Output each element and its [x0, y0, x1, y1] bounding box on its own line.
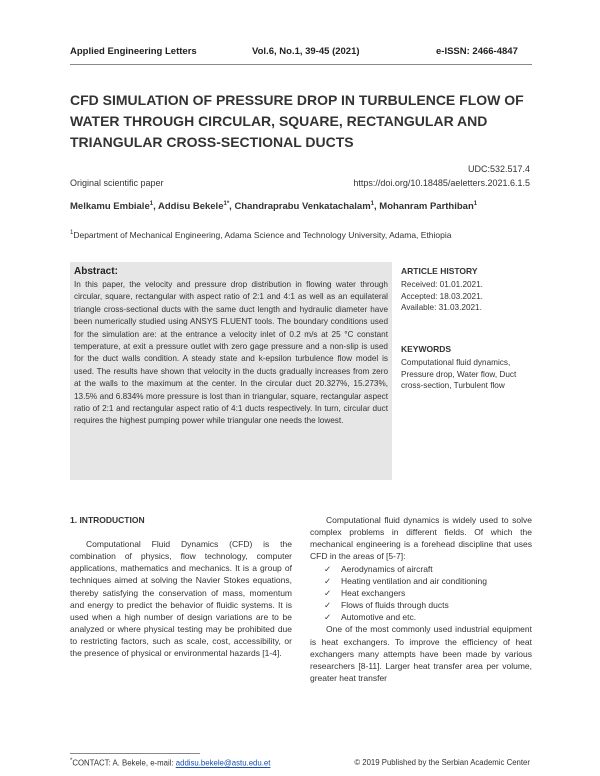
copyright: © 2019 Published by the Serbian Academic Center — [354, 758, 530, 767]
keywords-text: Computational fluid dynamics, Pressure drop, Water flow, Duct cross-section, Turbulent flow — [401, 358, 517, 391]
affiliation-text: Department of Mechanical Engineering, Adama Science and Technology University, Adama, Ethiopia — [73, 230, 452, 240]
article-history — [401, 279, 483, 314]
checkmark-icon: ✓ — [324, 612, 332, 623]
author-name: Melkamu Embiale — [70, 201, 150, 213]
abstract-heading: Abstract: — [74, 266, 118, 277]
list-item-text: Heating ventilation and air conditioning — [341, 575, 488, 586]
author-sup: 1* — [223, 201, 230, 207]
footnote-marker: * — [70, 758, 73, 764]
issn: e-ISSN: 2466-4847 — [436, 46, 518, 57]
paper-type: Original scientific paper — [70, 178, 164, 188]
footnote-divider — [70, 753, 200, 754]
cfd-application-list — [310, 563, 532, 624]
author-sep: , — [153, 201, 159, 213]
volume-info: Vol.6, No.1, 39-45 (2021) — [252, 46, 360, 57]
author-sup: 1 — [370, 201, 374, 207]
keywords-heading: KEYWORDS — [401, 344, 452, 354]
checkmark-icon: ✓ — [324, 563, 332, 574]
contact-footnote — [70, 758, 270, 768]
paper-title: CFD SIMULATION OF PRESSURE DROP IN TURBULENCE FLOW OF WATER THROUGH CIRCULAR, SQUARE, RECTANGULAR AND TRIANGULAR CROSS-SECTIONAL DUCTS — [70, 92, 524, 150]
contact-label: CONTACT: A. Bekele, e-mail: — [72, 758, 176, 768]
author-name: Chandraprabu Venkatachalam — [234, 201, 371, 213]
section-heading: 1. INTRODUCTION — [70, 515, 145, 525]
checkmark-icon: ✓ — [324, 587, 332, 598]
author-sep: , — [229, 201, 235, 213]
doi: https://doi.org/10.18485/aeletters.2021.6.1.5 — [353, 178, 530, 188]
available-date: Available: 31.03.2021. — [401, 303, 482, 313]
list-item-text: Automotive and etc. — [341, 612, 417, 623]
header-divider — [70, 64, 532, 65]
abstract-text: In this paper, the velocity and pressure drop distribution in flowing water through circular, square, rectangular with aspect ratio of 2:1 and 4:1 as well as an equilateral triangle cross-sectional ducts with the same duct length and hydraulic diameter have been numerically studied using ANSYS FLUENT tools. The boundary conditions used for the simulation are: at the entrance a velocity inlet of 0.2 m/s at 25 °C constant temperature, at exit a pressure outlet with zero gage pressure and a non-slip is used for the duct walls condition. A steady state and k-epsilon turbulence flow model is used. The results have shown that velocity in the ducts gradually increases from zero at the walls to the maximum at the center. In the circular duct 20.327%, 15.273%, 13.5% and 6.834% more pressure is lost than in triangular, square, rectangular aspect ratio of 2:1 and rectangular aspect ratio of 4:1 ducts respectively. In turn, circular duct requires the highest pumping power while triangular one needs the lowest. — [74, 280, 388, 426]
received-date: Received: 01.01.2021. — [401, 280, 483, 289]
intro-paragraph: One of the most commonly used industrial equipment is heat exchangers. To improve the efficiency of heat exchangers many attempts have been made by various researchers [8-11]. Larger heat transfer area per volume, greater heat transfer — [310, 624, 532, 684]
affiliation-sup: 1 — [70, 230, 74, 237]
intro-left-column — [70, 538, 292, 660]
checkmark-icon: ✓ — [324, 575, 332, 586]
udc: UDC:532.517.4 — [467, 164, 530, 174]
list-item-text: Heat exchangers — [341, 587, 406, 598]
author-sup: 1 — [149, 201, 154, 207]
author-sep: , — [374, 201, 380, 213]
email-link[interactable]: addisu.bekele@astu.edu.et — [175, 758, 271, 768]
checkmark-icon: ✓ — [324, 600, 332, 611]
list-item — [310, 599, 532, 611]
author-sup: 1 — [473, 201, 478, 207]
intro-paragraph: Computational fluid dynamics is widely used to solve complex problems in different fields. Of which the mechanical engineering is a forehead discipline that uses CFD in the areas of [5-7]: — [310, 515, 532, 562]
intro-right-column — [310, 514, 532, 684]
intro-paragraph: Computational Fluid Dynamics (CFD) is the combination of physics, flow technology, computer applications, mathematics and mechanics. It is a group of techniques aimed at solving the Navier Stokes equations, thereby satisfying the conservation of mass, momentum and energy to predict the behavior of fluidic systems. It is used when a high number of design variations are to be analyzed or where physical testing may be prohibited due to restricting factors, such as scale, cost, accessibility, or the presence of physical or environmental hazards [1-4]. — [70, 539, 292, 659]
list-item — [310, 575, 532, 587]
affiliation — [70, 230, 452, 240]
list-item-text: Aerodynamics of aircraft — [341, 563, 433, 574]
author-name: Addisu Bekele — [158, 201, 224, 213]
list-item — [310, 587, 532, 599]
accepted-date: Accepted: 18.03.2021. — [401, 291, 483, 301]
author-name: Mohanram Parthiban — [379, 201, 474, 213]
list-item-text: Flows of fluids through ducts — [341, 600, 449, 611]
list-item — [310, 563, 532, 575]
list-item — [310, 611, 532, 623]
author-list — [70, 201, 477, 212]
journal-name: Applied Engineering Letters — [70, 46, 197, 57]
article-history-heading: ARTICLE HISTORY — [401, 266, 478, 276]
